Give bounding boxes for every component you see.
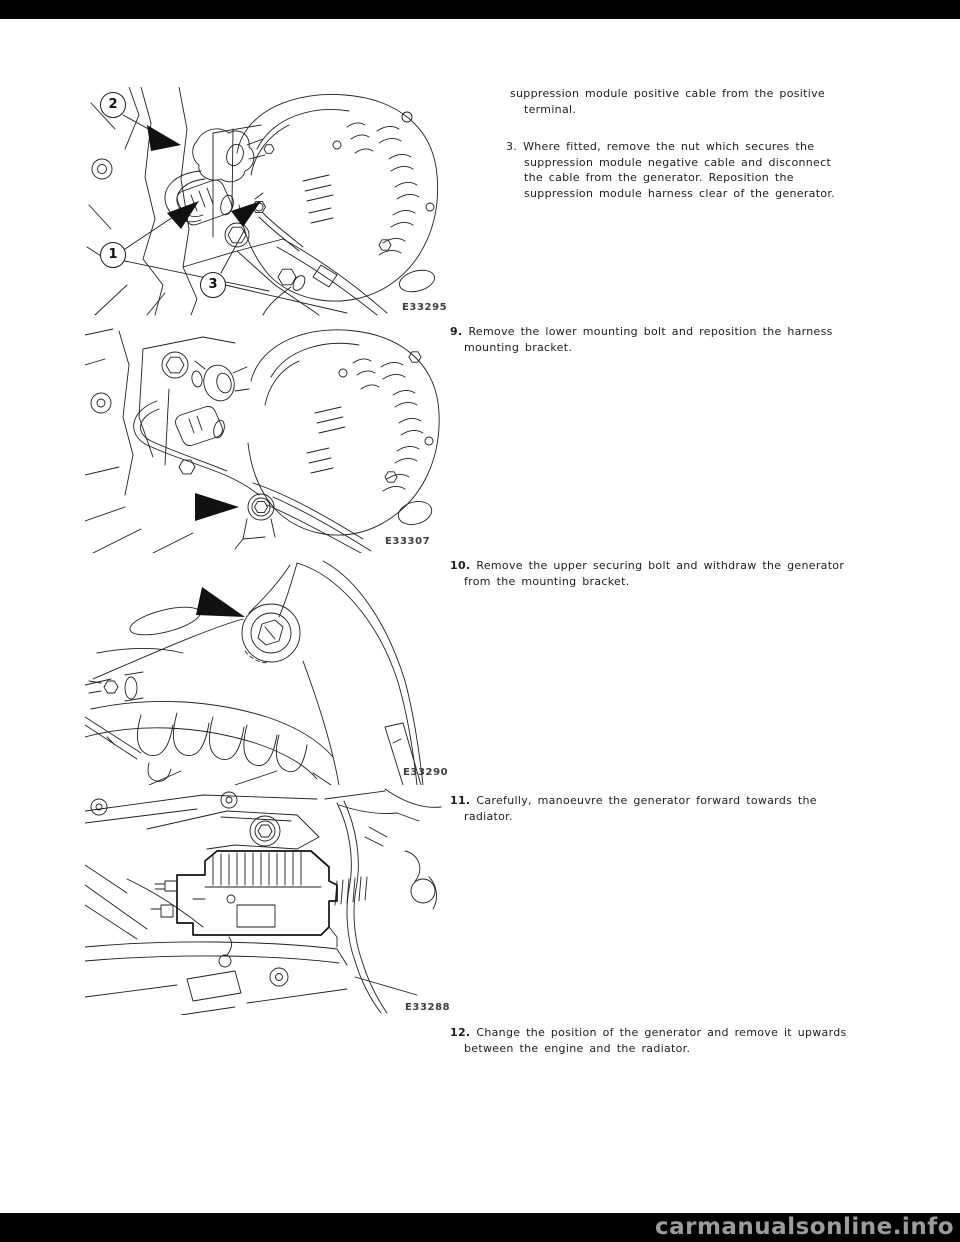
- callout-number: 1: [108, 247, 118, 262]
- figure-illustration: [85, 325, 443, 553]
- step-text-line: Remove the lower mounting bolt and reposition the harness: [468, 325, 833, 338]
- step-text-line: terminal.: [524, 102, 577, 116]
- step-text-line: Carefully, manoeuvre the generator forward towards the: [476, 794, 817, 807]
- step-text-line: suppression module positive cable from the positive: [510, 87, 825, 100]
- step-text-line: radiator.: [464, 809, 513, 823]
- step-text-line: between the engine and the radiator.: [464, 1041, 691, 1055]
- callout-number: 3: [208, 277, 218, 292]
- scan-top-bar: [0, 0, 960, 19]
- step-number: 12.: [450, 1026, 471, 1039]
- step-9: [450, 324, 833, 355]
- figure-label: E33288: [405, 1002, 451, 1013]
- figure-label: E33290: [403, 767, 449, 778]
- arrow-icon: [196, 587, 245, 617]
- step-text-line: suppression module negative cable and disconnect: [524, 155, 832, 169]
- step-12: [450, 1025, 847, 1056]
- scan-bottom-bar: [0, 1213, 960, 1242]
- step-text-line: from the mounting bracket.: [464, 574, 630, 588]
- arrow-icon: [147, 125, 181, 151]
- figure-illustration: [85, 87, 443, 317]
- step-3: [506, 139, 835, 201]
- step-number: 9.: [450, 325, 463, 338]
- step-text-line: Where fitted, remove the nut which secures the: [523, 140, 815, 153]
- callout-2: [100, 92, 126, 118]
- figure-lower-mounting-bolt: [85, 325, 443, 553]
- watermark-text: carmanualsonline.info: [654, 1214, 954, 1240]
- figure-generator-removal: [85, 787, 451, 1015]
- step-11: [450, 793, 817, 824]
- figure-label: E33307: [385, 536, 431, 547]
- figure-upper-securing-bolt: [85, 557, 449, 785]
- step-number: 11.: [450, 794, 471, 807]
- step-number: 3.: [506, 140, 518, 153]
- figure-illustration: [85, 787, 443, 1015]
- callout-number: 2: [108, 97, 118, 112]
- step-2-continuation: [506, 86, 825, 117]
- step-10: [450, 558, 844, 589]
- step-number: 10.: [450, 559, 471, 572]
- step-text-line: Remove the upper securing bolt and withdraw the generator: [476, 559, 845, 572]
- step-text-line: the cable from the generator. Reposition the: [524, 171, 794, 184]
- step-text-line: mounting bracket.: [464, 340, 573, 354]
- step-text-line: Change the position of the generator and remove it upwards: [476, 1026, 847, 1039]
- callout-1: [100, 242, 126, 268]
- figure-label: E33295: [402, 302, 448, 313]
- figure-generator-cables: [85, 87, 448, 317]
- callout-3: [200, 272, 226, 298]
- figure-illustration: [85, 557, 443, 785]
- step-text-line: suppression module harness clear of the generator.: [524, 186, 835, 200]
- generator-outline: [177, 851, 337, 935]
- arrow-icon: [195, 493, 239, 521]
